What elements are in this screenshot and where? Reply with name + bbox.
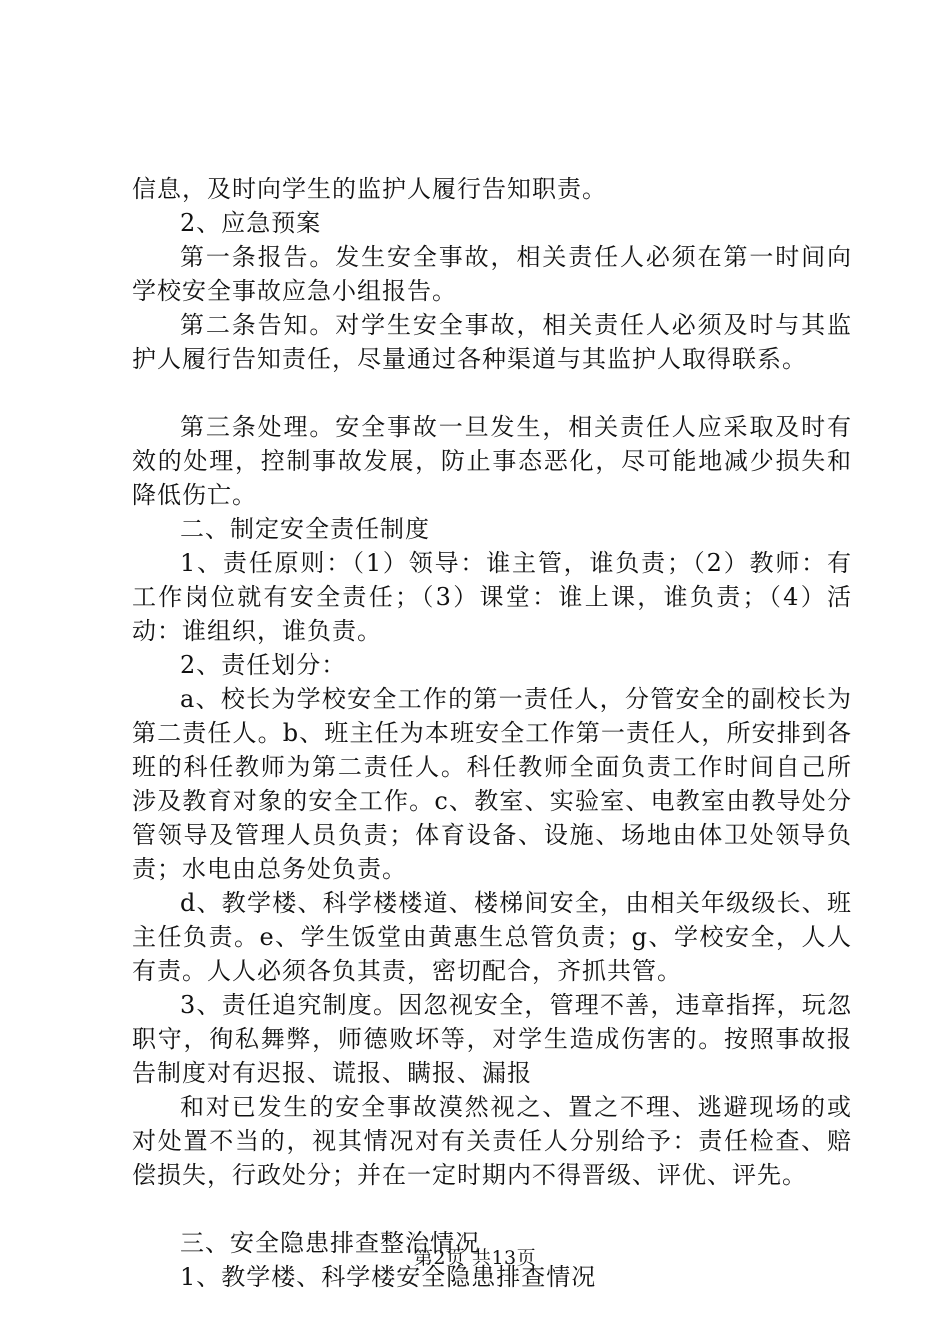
heading-responsibility-division: 2、责任划分： xyxy=(180,651,347,679)
paragraph-division-abc: a、校长为学校安全工作的第一责任人，分管安全的副校长为第二责任人。b、班主任为本班安全工作第一责任人，所安排到各班的科任教师为第二责任人。科任教师全面负责工作时间自己所涉及教育对象的安全工作。c、教室、实验室、电教室由教导处分管领导及管理人员负责；体育设备、设施、场地由体卫处领导负责；水电由总务处负责。 xyxy=(132,685,852,883)
document-body xyxy=(132,172,852,1294)
heading-responsibility-system: 二、制定安全责任制度 xyxy=(180,515,430,543)
heading-hazard-inspection: 三、安全隐患排查整治情况 xyxy=(180,1229,480,1257)
paragraph-division-deg: d、教学楼、科学楼楼道、楼梯间安全，由相关年级级长、班主任负责。e、学生饭堂由黄惠生总管负责；g、学校安全，人人有责。人人必须各负其责，密切配合，齐抓共管。 xyxy=(132,889,852,985)
paragraph-accountability: 3、责任追究制度。因忽视安全，管理不善，违章指挥，玩忽职守，徇私舞弊，师德败坏等，对学生造成伤害的。按照事故报告制度对有迟报、谎报、瞒报、漏报 xyxy=(132,991,852,1087)
paragraph-accountability-continued: 和对已发生的安全事故漠然视之、置之不理、逃避现场的或对处置不当的，视其情况对有关责任人分别给予：责任检查、赔偿损失，行政处分；并在一定时期内不得晋级、评优、评先。 xyxy=(132,1093,852,1189)
heading-building-hazard-inspection: 1、教学楼、科学楼安全隐患排查情况 xyxy=(180,1263,597,1291)
paragraph-article-1-report: 第一条报告。发生安全事故，相关责任人必须在第一时间向学校安全事故应急小组报告。 xyxy=(132,243,852,305)
paragraph-article-2-notify: 第二条告知。对学生安全事故，相关责任人必须及时与其监护人履行告知责任，尽量通过各种渠道与其监护人取得联系。 xyxy=(132,311,852,373)
paragraph-article-3-handle: 第三条处理。安全事故一旦发生，相关责任人应采取及时有效的处理，控制事故发展，防止事态恶化，尽可能地减少损失和降低伤亡。 xyxy=(132,413,852,509)
paragraph-responsibility-principles: 1、责任原则：（1）领导：谁主管，谁负责；（2）教师：有工作岗位就有安全责任；（3）课堂：谁上课，谁负责；（4）活动：谁组织，谁负责。 xyxy=(132,549,852,645)
paragraph-continuation: 信息，及时向学生的监护人履行告知职责。 xyxy=(132,175,607,203)
page-number-footer: 第2页 共13页 xyxy=(413,1247,537,1269)
heading-emergency-plan: 2、应急预案 xyxy=(180,209,322,237)
